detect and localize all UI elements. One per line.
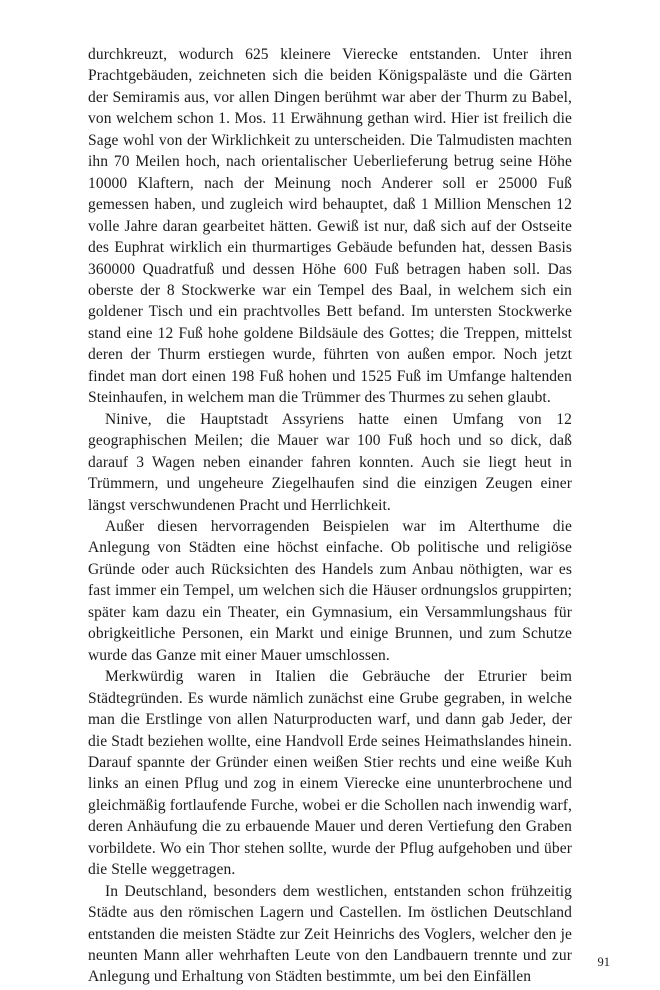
- paragraph: In Deutschland, besonders dem westlichen, entstanden schon frühzeitig Städte aus den römischen Lagern und Castellen. Im östlichen Deutschland entstanden die meisten Städte zur Zeit Heinrichs des Voglers, welcher den je neunten Mann aller wehrhaften Leute von den Landbauern trennte und zur Anlegung und Erhaltung von Städten bestimmte, um bei den Einfällen: [88, 882, 572, 986]
- paragraph: durchkreuzt, wodurch 625 kleinere Vierecke entstanden. Unter ihren Prachtgebäuden, zeichneten sich die beiden Königspaläste und die Gärten der Semiramis aus, vor allen Dingen berühmt war aber der Thurm zu Babel, von welchem schon 1. Mos. 11 Erwähnung gethan wird. Hier ist freilich die Sage wohl von der Wirklichkeit zu unterscheiden. Die Talmudisten machten ihn 70 Meilen hoch, nach orientalischer Ueberlieferung betrug seine Höhe 10000 Klaftern, nach der Meinung noch Anderer soll er 25000 Fuß gemessen haben, und zugleich wird behauptet, daß 1 Million Menschen 12 volle Jahre daran gearbeitet hätten. Gewiß ist nur, daß sich auf der Ostseite des Euphrat wirklich ein thurmartiges Gebäude befunden hat, dessen Basis 360000 Quadratfuß und dessen Höhe 600 Fuß betragen haben soll. Das oberste der 8 Stockwerke war ein Tempel des Baal, in welchem sich ein goldener Tisch und ein prachtvolles Bett befand. Im untersten Stockwerke stand eine 12 Fuß hohe goldene Bildsäule des Gottes; die Treppen, mittelst deren der Thurm erstiegen wurde, führten von außen empor. Noch jetzt findet man dort einen 198 Fuß hohen und 1525 Fuß im Umfange haltenden Steinhaufen, in welchem man die Trümmer des Thurmes zu sehen glaubt.: [88, 46, 572, 407]
- paragraph: Ninive, die Hauptstadt Assyriens hatte einen Umfang von 12 geographischen Meilen; die Mauer war 100 Fuß hoch und so dick, daß darauf 3 Wagen neben einander fahren konnten. Auch sie liegt heut in Trümmern, und ungeheure Ziegelhaufen sind die einzigen Zeugen einer längst verschwundenen Pracht und Herrlichkeit.: [88, 410, 572, 514]
- paragraph: Außer diesen hervorragenden Beispielen war im Alterthume die Anlegung von Städten eine höchst einfache. Ob politische und religiöse Gründe oder auch Rücksichten des Handels zum Anbau nöthigten, war es fast immer ein Tempel, um welchen sich die Häuser ordnungslos gruppirten; später kam dazu ein Theater, ein Gymnasium, ein Versammlungshaus für obrigkeitliche Personen, ein Markt und einige Brunnen, und zum Schutze wurde das Ganze mit einer Mauer umschlossen.: [88, 517, 572, 664]
- paragraph: Merkwürdig waren in Italien die Gebräuche der Etrurier beim Städtegründen. Es wurde nämlich zunächst eine Grube gegraben, in welche man die Erstlinge von allen Naturproducten warf, und dann gab Jeder, der die Stadt beziehen wollte, eine Handvoll Erde seines Heimathslandes hinein. Darauf spannte der Gründer einen weißen Stier rechts und eine weiße Kuh links an einen Pflug und zog in einem Vierecke eine ununterbrochene und gleichmäßig fortlaufende Furche, wobei er die Schollen nach inwendig warf, deren Anhäufung die zu erbauende Mauer und deren Vertiefung den Graben vorbildete. Wo ein Thor stehen sollte, wurde der Pflug aufgehoben und über die Stelle weggetragen.: [88, 668, 572, 879]
- page-text: [88, 44, 572, 988]
- page-number: 91: [597, 955, 610, 969]
